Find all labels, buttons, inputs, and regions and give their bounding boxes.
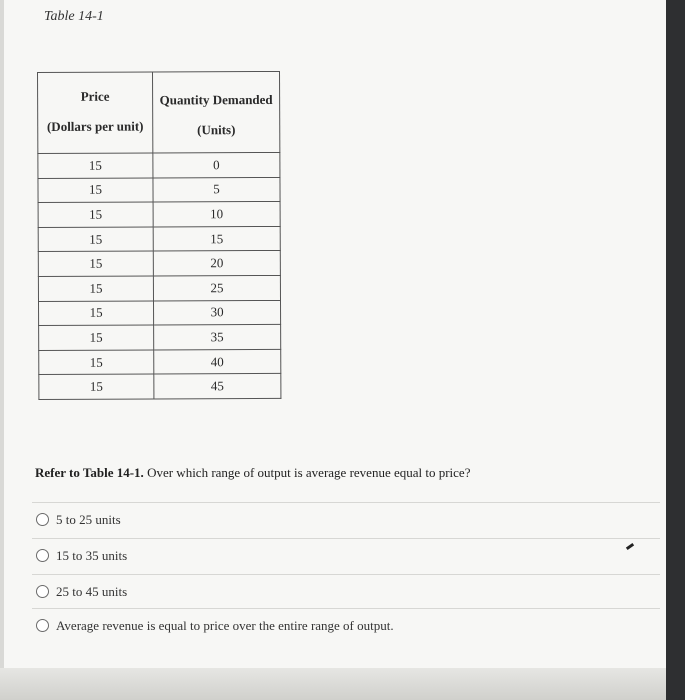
table-row bbox=[38, 275, 280, 301]
price-quantity-table bbox=[37, 71, 281, 400]
table-row bbox=[39, 325, 281, 351]
answer-option-3[interactable] bbox=[32, 574, 660, 608]
radio-button[interactable] bbox=[36, 513, 49, 526]
answer-option-4[interactable] bbox=[32, 608, 660, 642]
option-label: 25 to 45 units bbox=[56, 583, 128, 599]
question-reference: Refer to Table 14-1. bbox=[35, 465, 144, 480]
quantity-header-line1: Quantity Demanded bbox=[159, 91, 273, 108]
question-text bbox=[35, 465, 470, 481]
price-cell: 15 bbox=[38, 153, 153, 178]
price-cell: 15 bbox=[38, 178, 153, 203]
radio-button[interactable] bbox=[36, 585, 49, 598]
quantity-cell: 5 bbox=[153, 177, 280, 202]
option-label: Average revenue is equal to price over the entire range of output. bbox=[56, 617, 394, 633]
quantity-cell: 20 bbox=[153, 251, 280, 276]
quantity-header bbox=[153, 71, 280, 153]
quantity-cell: 35 bbox=[154, 325, 281, 350]
answer-option-1[interactable] bbox=[32, 502, 660, 536]
table-row bbox=[38, 202, 280, 228]
price-header-line2: (Dollars per unit) bbox=[46, 118, 144, 134]
document-sheet bbox=[4, 0, 667, 668]
quantity-cell: 15 bbox=[153, 226, 280, 251]
screen-edge bbox=[666, 0, 685, 700]
radio-button[interactable] bbox=[36, 549, 49, 562]
answer-option-2[interactable] bbox=[32, 538, 660, 572]
quantity-cell: 10 bbox=[153, 202, 280, 227]
table-row bbox=[39, 349, 281, 375]
price-cell: 15 bbox=[39, 325, 154, 350]
table-title: Table 14-1 bbox=[44, 9, 104, 24]
table-row bbox=[39, 374, 281, 400]
price-header bbox=[38, 72, 153, 154]
price-cell: 15 bbox=[38, 251, 153, 276]
price-header-line1: Price bbox=[80, 88, 110, 104]
quantity-cell: 45 bbox=[154, 374, 281, 399]
price-cell: 15 bbox=[38, 301, 153, 326]
quantity-cell: 25 bbox=[153, 275, 280, 300]
quantity-cell: 40 bbox=[154, 349, 281, 374]
table-header-row bbox=[38, 71, 280, 153]
quantity-cell: 30 bbox=[153, 300, 280, 325]
price-cell: 15 bbox=[39, 374, 154, 399]
table-row bbox=[38, 226, 280, 252]
option-label: 15 to 35 units bbox=[56, 547, 128, 563]
quantity-cell: 0 bbox=[153, 152, 280, 177]
question-body: Over which range of output is average revenue equal to price? bbox=[143, 465, 471, 480]
table-row bbox=[38, 251, 280, 277]
price-cell: 15 bbox=[39, 350, 154, 375]
price-cell: 15 bbox=[38, 276, 153, 301]
quantity-header-line2: (Units) bbox=[197, 122, 236, 138]
price-cell: 15 bbox=[38, 202, 153, 227]
table-row bbox=[38, 152, 280, 178]
table-row bbox=[38, 177, 280, 203]
option-label: 5 to 25 units bbox=[56, 511, 121, 527]
radio-button[interactable] bbox=[36, 619, 49, 632]
price-cell: 15 bbox=[38, 227, 153, 252]
table-row bbox=[38, 300, 280, 326]
screen-bottom-edge bbox=[0, 668, 666, 700]
